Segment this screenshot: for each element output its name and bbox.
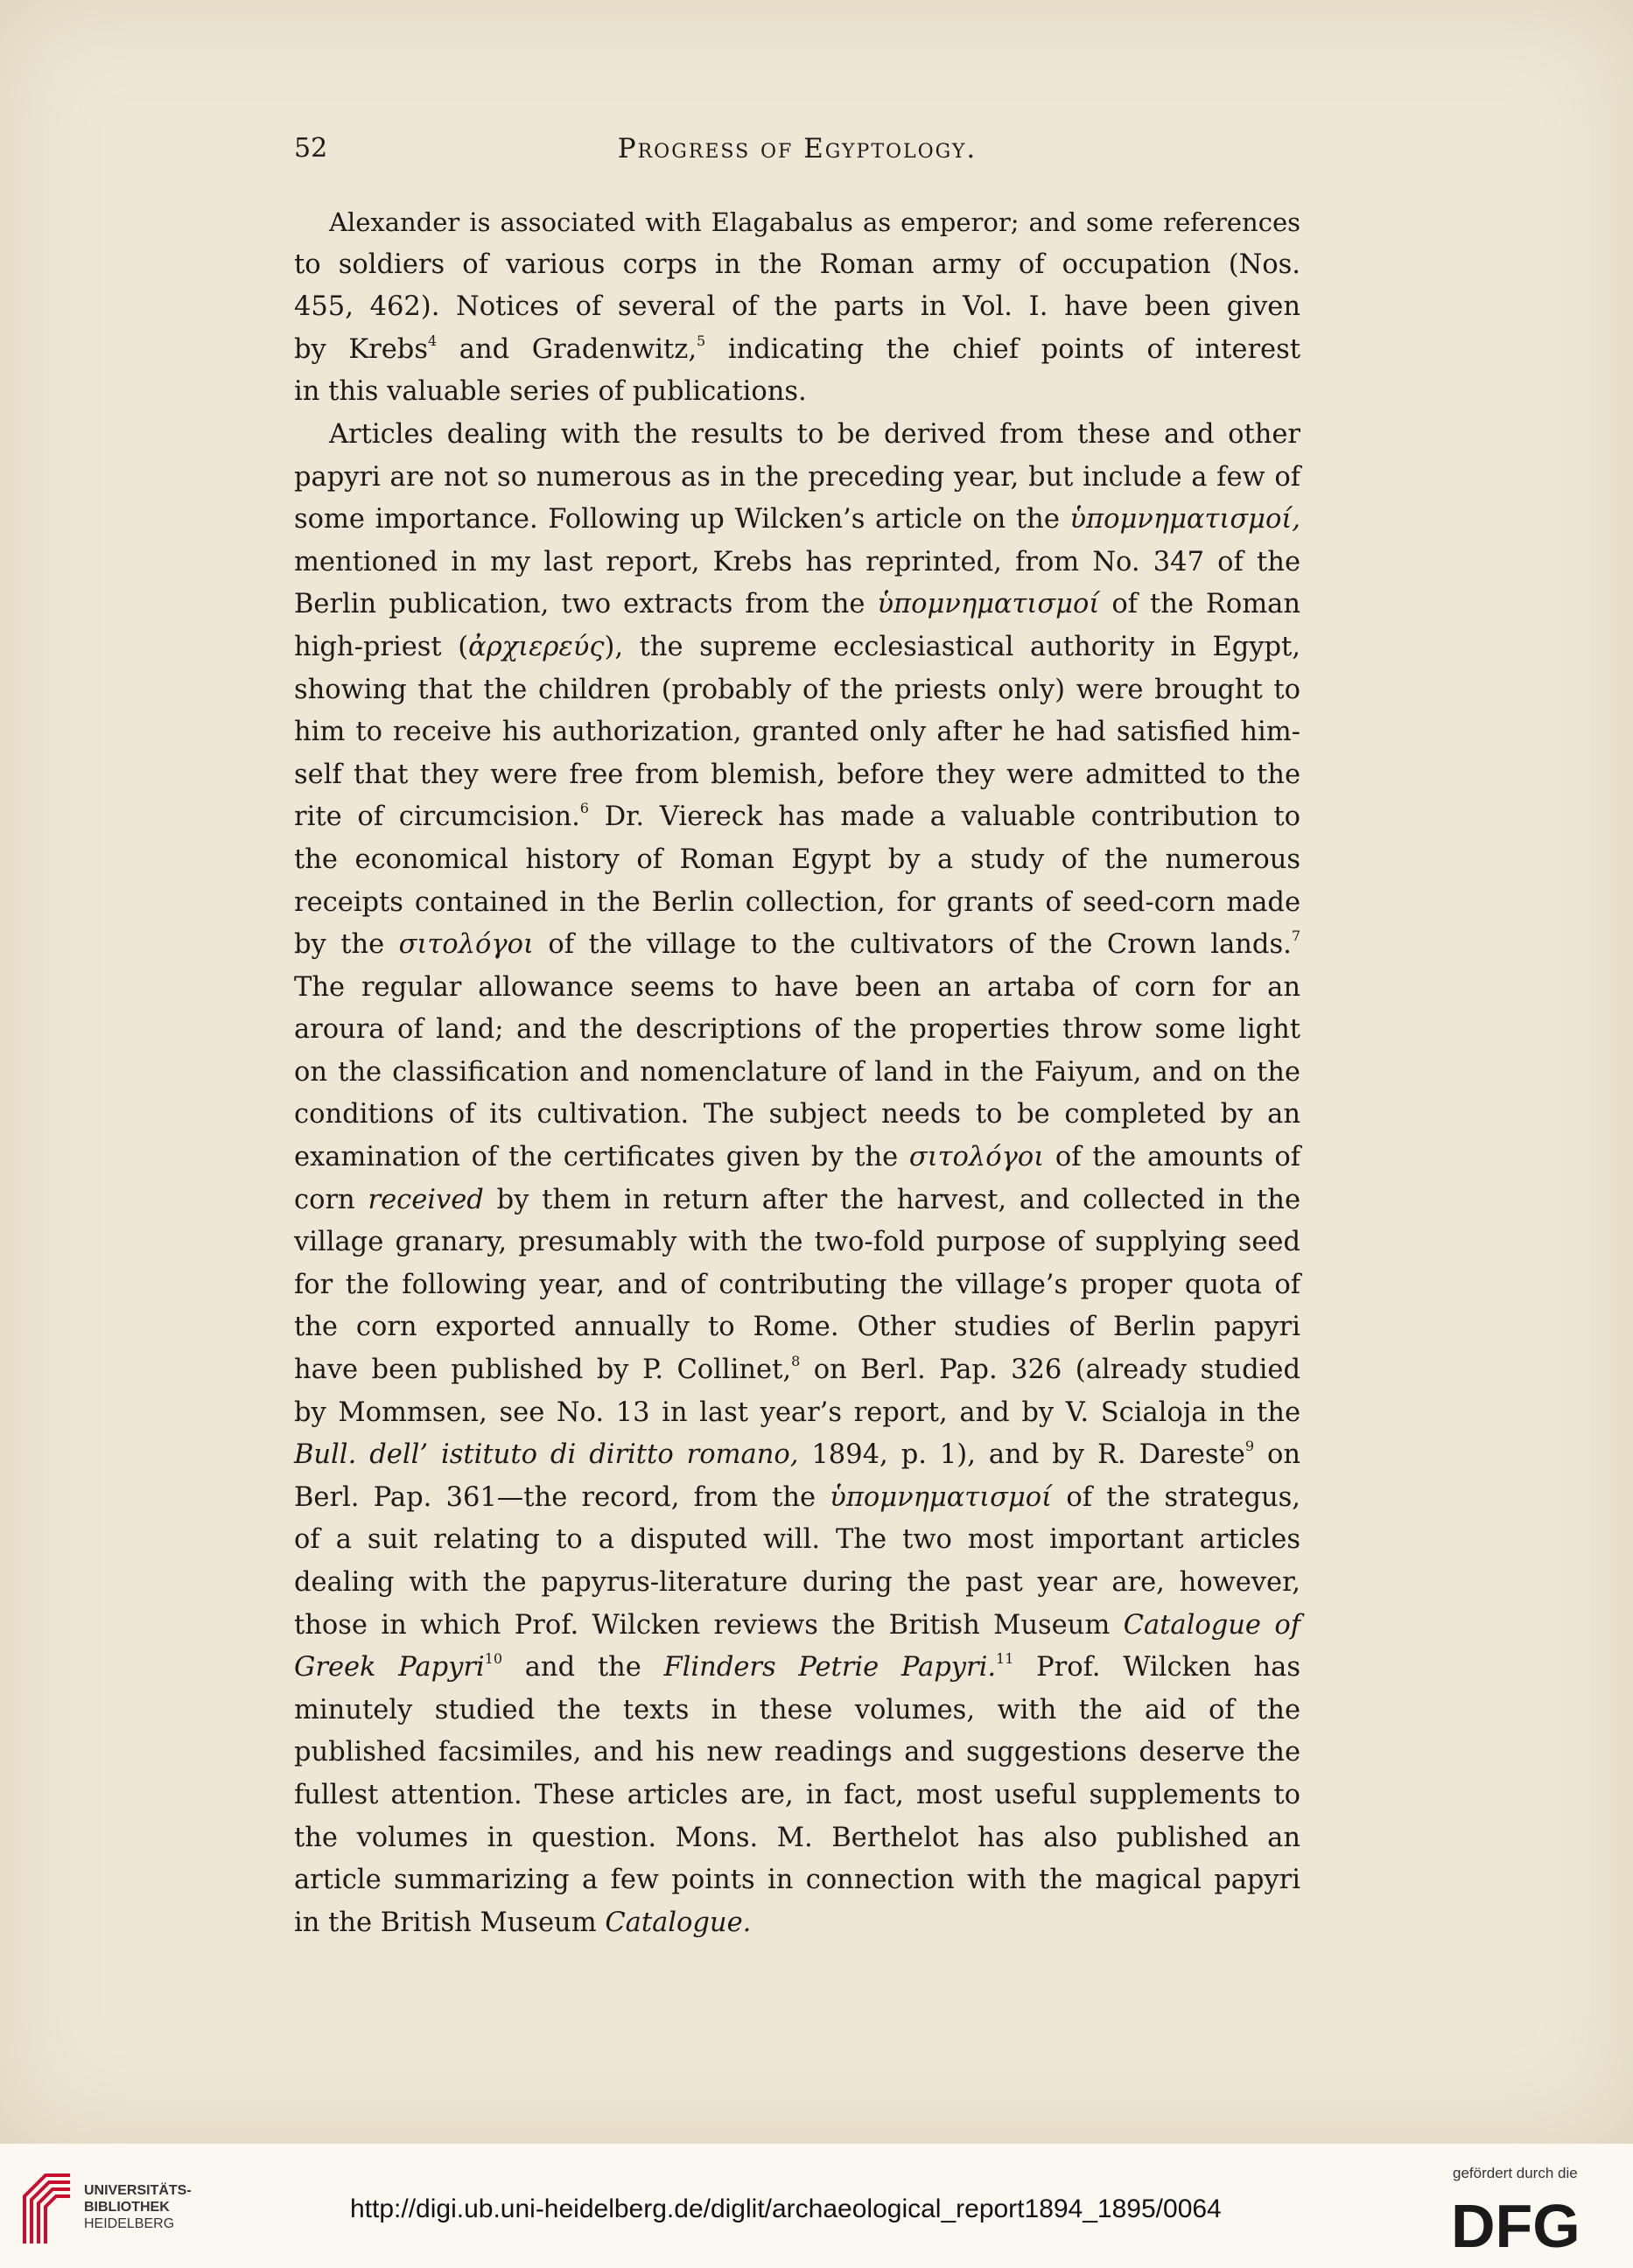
text-run: of the village to the cultivators of the Crown lands. — [533, 929, 1292, 961]
text-run: ), the supreme ecclesiastical authority in Egypt, — [604, 631, 1300, 662]
text-line — [294, 882, 1300, 925]
footnote-ref: 7 — [1291, 928, 1300, 945]
text-run: on Berl. Pap. 326 (already studied — [800, 1354, 1301, 1386]
text-line — [294, 1859, 1300, 1902]
greek-term: ἀρχιερεύς — [468, 631, 605, 662]
text-run: of the Roman — [1099, 589, 1301, 620]
text-line — [294, 499, 1300, 542]
text-line — [294, 1562, 1300, 1605]
text-run: rite of circumcision. — [294, 802, 580, 833]
text-line — [294, 711, 1300, 754]
greek-term: ὑπομνηματισμοί — [877, 589, 1100, 620]
text-line — [294, 1349, 1300, 1392]
library-name — [84, 2182, 192, 2232]
text-line — [294, 1817, 1300, 1860]
text-run: Prof. Wilcken has — [1013, 1652, 1300, 1684]
text-line — [294, 924, 1300, 967]
text-run: on — [1254, 1439, 1301, 1471]
text-run: those in which Prof. Wilcken reviews the British Museum — [294, 1609, 1124, 1641]
text-line — [294, 329, 1300, 372]
text-line — [294, 1009, 1300, 1052]
text-run: dealing with the papyrus-literature during the past year are, however, — [294, 1567, 1300, 1598]
footer-bar — [0, 2144, 1633, 2268]
text-run: showing that the children (probably of the priests only) were brought to — [294, 674, 1300, 705]
text-line — [294, 839, 1300, 882]
body-text — [294, 201, 1300, 1944]
text-run: some importance. Following up Wilcken’s article on the — [294, 504, 1070, 536]
library-name-line2: BIBLIOTHEK — [84, 2200, 170, 2215]
text-line — [294, 1647, 1300, 1690]
text-run: him to receive his authorization, granted only after he had satisfied him- — [294, 717, 1300, 748]
text-run: village granary, presumably with the two-fold purpose of supplying seed — [294, 1227, 1300, 1258]
dfg-logo-icon — [1449, 2196, 1615, 2252]
library-name-line3: HEIDELBERG — [84, 2216, 175, 2231]
greek-term: σιτολόγοι — [908, 1142, 1045, 1173]
text-run: by Krebs — [294, 333, 428, 365]
text-line — [294, 1605, 1300, 1648]
text-run: mentioned in my last report, Krebs has reprinted, from No. 347 of the — [294, 546, 1300, 578]
text-run: of the strategus, — [1052, 1481, 1301, 1513]
text-line — [294, 1477, 1300, 1520]
text-run: 1894, p. 1), and by R. Dareste — [798, 1439, 1245, 1471]
text-line — [294, 584, 1300, 626]
text-line — [294, 1052, 1300, 1095]
text-run: of a suit relating to a disputed will. The two most important articles — [294, 1524, 1300, 1556]
text-run: Alexander is associated with Elagabalus as emperor; and some references — [329, 207, 1300, 237]
text-run: in this valuable series of publications. — [294, 376, 807, 408]
footnote-ref: 9 — [1244, 1438, 1255, 1455]
text-run: papyri are not so numerous as in the preceding year, but include a few of — [294, 461, 1300, 493]
page-number: 52 — [294, 133, 328, 164]
text-run: for the following year, and of contributing the village’s proper quota of — [294, 1269, 1300, 1300]
greek-term: ὑπομνηματισμοί — [830, 1481, 1053, 1513]
text-run: to soldiers of various corps in the Roman army of occupation (Nos. — [294, 248, 1300, 280]
library-name-line1: UNIVERSITÄTS- — [84, 2183, 192, 2198]
text-line — [294, 967, 1300, 1010]
text-run: Dr. Viereck has made a valuable contribution to — [588, 802, 1300, 833]
text-line — [294, 754, 1300, 797]
text-run: the volumes in question. Mons. M. Berthelot has also published an — [294, 1822, 1300, 1853]
italic-text: Flinders Petrie Papyri. — [663, 1652, 997, 1684]
library-logo-icon — [19, 2166, 75, 2250]
text-line — [294, 1902, 1300, 1945]
italic-text: Catalogue of — [1123, 1609, 1300, 1641]
text-line — [294, 414, 1300, 457]
running-title: Progress of Egyptology. — [617, 133, 978, 164]
text-line — [294, 796, 1300, 839]
italic-text: Greek Papyri — [294, 1652, 485, 1684]
text-run: published facsimiles, and his new readings and suggestions deserve the — [294, 1737, 1300, 1768]
text-line — [294, 1690, 1300, 1732]
text-line — [294, 542, 1300, 584]
text-run: Berl. Pap. 361—the record, from the — [294, 1481, 831, 1513]
footnote-ref: 5 — [697, 332, 706, 349]
text-run: the economical history of Roman Egypt by a study of the numerous — [294, 844, 1300, 875]
footnote-ref: 11 — [996, 1650, 1014, 1668]
text-line — [294, 1392, 1300, 1435]
text-run: article summarizing a few points in connection with the magical papyri — [294, 1865, 1300, 1896]
text-run: by the — [294, 929, 399, 961]
text-line — [294, 669, 1300, 712]
text-run: indicating the chief points of interest — [705, 333, 1301, 365]
text-run: aroura of land; and the descriptions of the properties throw some light — [294, 1014, 1300, 1046]
text-run: Articles dealing with the results to be derived from these and other — [329, 418, 1300, 450]
text-run: on the classification and nomenclature of land in the Faiyum, and on the — [294, 1056, 1300, 1088]
footnote-ref: 6 — [579, 800, 589, 817]
text-line — [294, 201, 1300, 244]
italic-text: Catalogue. — [605, 1907, 752, 1938]
dfg-logo-text: DFG — [1451, 2196, 1580, 2252]
text-run: minutely studied the texts in these volumes, with the aid of the — [294, 1694, 1300, 1726]
footnote-ref: 10 — [484, 1650, 503, 1668]
text-line — [294, 1094, 1300, 1137]
greek-term: ὑπομνηματισμοί, — [1069, 504, 1300, 536]
text-run: the corn exported annually to Rome. Other studies of Berlin papyri — [294, 1312, 1300, 1343]
text-line — [294, 626, 1300, 669]
text-run: and the — [502, 1652, 664, 1684]
text-line — [294, 1180, 1300, 1222]
text-line — [294, 286, 1300, 329]
text-run: corn — [294, 1184, 368, 1215]
text-line — [294, 1137, 1300, 1180]
text-run: fullest attention. These articles are, in fact, most useful supplements to — [294, 1779, 1300, 1810]
source-url-link[interactable]: http://digi.ub.uni-heidelberg.de/diglit/archaeological_report1894_1895/0064 — [350, 2194, 1222, 2223]
text-line — [294, 244, 1300, 287]
footnote-ref: 8 — [791, 1353, 801, 1370]
text-run: examination of the certificates given by the — [294, 1142, 909, 1173]
text-run: The regular allowance seems to have been an artaba of corn for an — [294, 971, 1300, 1003]
text-run: receipts contained in the Berlin collection, for grants of seed-corn made — [294, 886, 1300, 918]
text-run: high-priest ( — [294, 631, 469, 662]
text-line — [294, 1222, 1300, 1264]
text-line — [294, 1774, 1300, 1817]
italic-text: Bull. dell’ istituto di diritto romano, — [294, 1439, 799, 1471]
greek-term: σιτολόγοι — [398, 929, 534, 961]
text-line — [294, 371, 1300, 414]
text-line — [294, 1434, 1300, 1477]
text-run: 455, 462). Notices of several of the parts in Vol. I. have been given — [294, 291, 1300, 323]
text-line — [294, 1732, 1300, 1774]
text-line — [294, 1264, 1300, 1307]
footnote-ref: 4 — [427, 332, 438, 349]
page-header — [294, 133, 1300, 177]
italic-text: received — [368, 1184, 484, 1215]
funder-text: gefördert durch die — [1453, 2165, 1578, 2181]
text-line — [294, 457, 1300, 500]
text-run: by them in return after the harvest, and collected in the — [483, 1184, 1300, 1215]
text-run: self that they were free from blemish, before they were admitted to the — [294, 759, 1300, 790]
text-run: have been published by P. Collinet, — [294, 1354, 792, 1386]
text-line — [294, 1519, 1300, 1562]
text-run: conditions of its cultivation. The subject needs to be completed by an — [294, 1099, 1300, 1130]
text-line — [294, 1306, 1300, 1349]
text-run: Berlin publication, two extracts from the — [294, 589, 878, 620]
text-run: in the British Museum — [294, 1907, 606, 1938]
text-run: and Gradenwitz, — [437, 333, 697, 365]
text-run: of the amounts of — [1044, 1142, 1300, 1173]
text-run: by Mommsen, see No. 13 in last year’s report, and by V. Scialoja in the — [294, 1396, 1300, 1428]
